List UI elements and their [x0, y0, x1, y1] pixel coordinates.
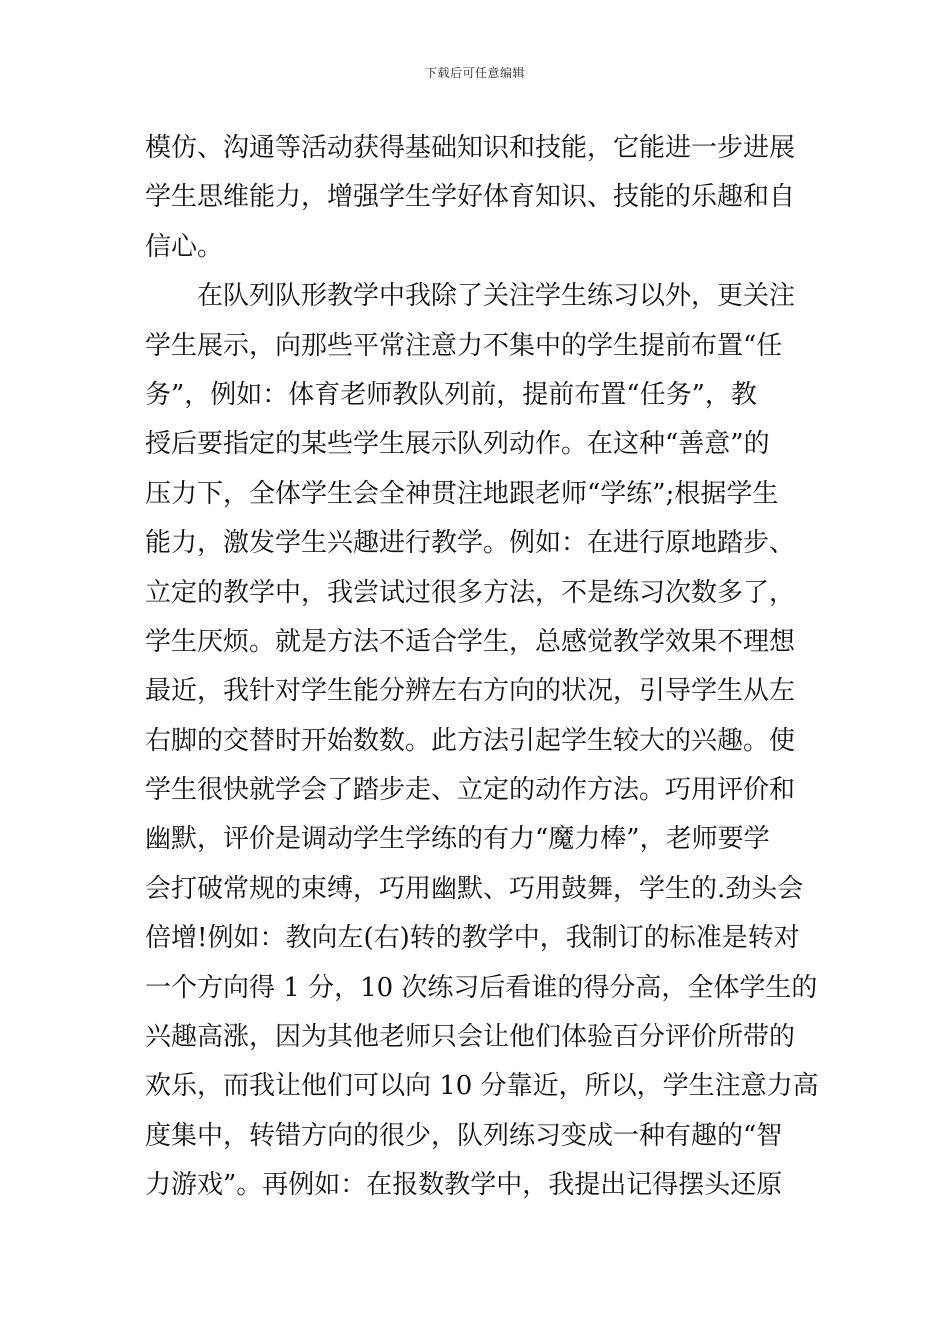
text-line: 倍增!例如：教向左(右)转的教学中，我制订的标准是转对: [145, 923, 800, 954]
text-line: 度集中，转错方向的很少，队列练习变成一种有趣的“智: [145, 1120, 783, 1151]
text-line: 信心。: [145, 231, 224, 262]
page-header: 下载后可任意编辑: [424, 66, 525, 80]
text-line: 兴趣高涨，因为其他老师只会让他们体验百分评价所带的: [145, 1022, 796, 1053]
text-line: 学生很快就学会了踏步走、立定的动作方法。巧用评价和: [145, 775, 796, 806]
text-line: 最近，我针对学生能分辨左右方向的状况，引导学生从左: [145, 676, 796, 707]
text-line: 压力下，全体学生会全神贯注地跟老师“学练”;根据学生: [145, 478, 779, 509]
text-line: 力游戏”。再例如：在报数教学中，我提出记得摆头还原: [145, 1170, 783, 1201]
text-line: 学生展示，向那些平常注意力不集中的学生提前布置“任: [145, 330, 783, 361]
text-line: 立定的教学中，我尝试过很多方法，不是练习次数多了，: [145, 577, 796, 608]
text-line: 模仿、沟通等活动获得基础知识和技能，它能进一步进展: [145, 133, 796, 163]
text-line: 授后要指定的某些学生展示队列动作。在这种“善意”的: [145, 429, 770, 460]
paragraph: [145, 272, 819, 1210]
text-line: 务”，例如：体育老师教队列前，提前布置“任务”，教: [145, 379, 757, 410]
text-line: 会打破常规的束缚，巧用幽默、巧用鼓舞，学生的.劲头会: [145, 873, 804, 904]
text-line: 学生思维能力，增强学生学好体育知识、技能的乐趣和自: [145, 182, 796, 213]
paragraph: [145, 124, 815, 272]
text-line: 在队列队形教学中我除了关注学生练习以外，更关注: [197, 281, 796, 312]
document-body: [145, 124, 819, 1211]
text-line: 右脚的交替时开始数数。此方法引起学生较大的兴趣。使: [145, 725, 796, 756]
text-line: 欢乐，而我让他们可以向 10 分靠近，所以，学生注意力高: [145, 1071, 819, 1102]
text-line: 学生厌烦。就是方法不适合学生，总感觉教学效果不理想: [145, 626, 796, 657]
text-line: 一个方向得 1 分，10 次练习后看谁的得分高，全体学生的: [145, 972, 818, 1003]
text-line: 幽默，评价是调动学生学练的有力“魔力棒”，老师要学: [145, 824, 770, 855]
text-line: 能力，激发学生兴趣进行教学。例如：在进行原地踏步、: [145, 528, 796, 559]
